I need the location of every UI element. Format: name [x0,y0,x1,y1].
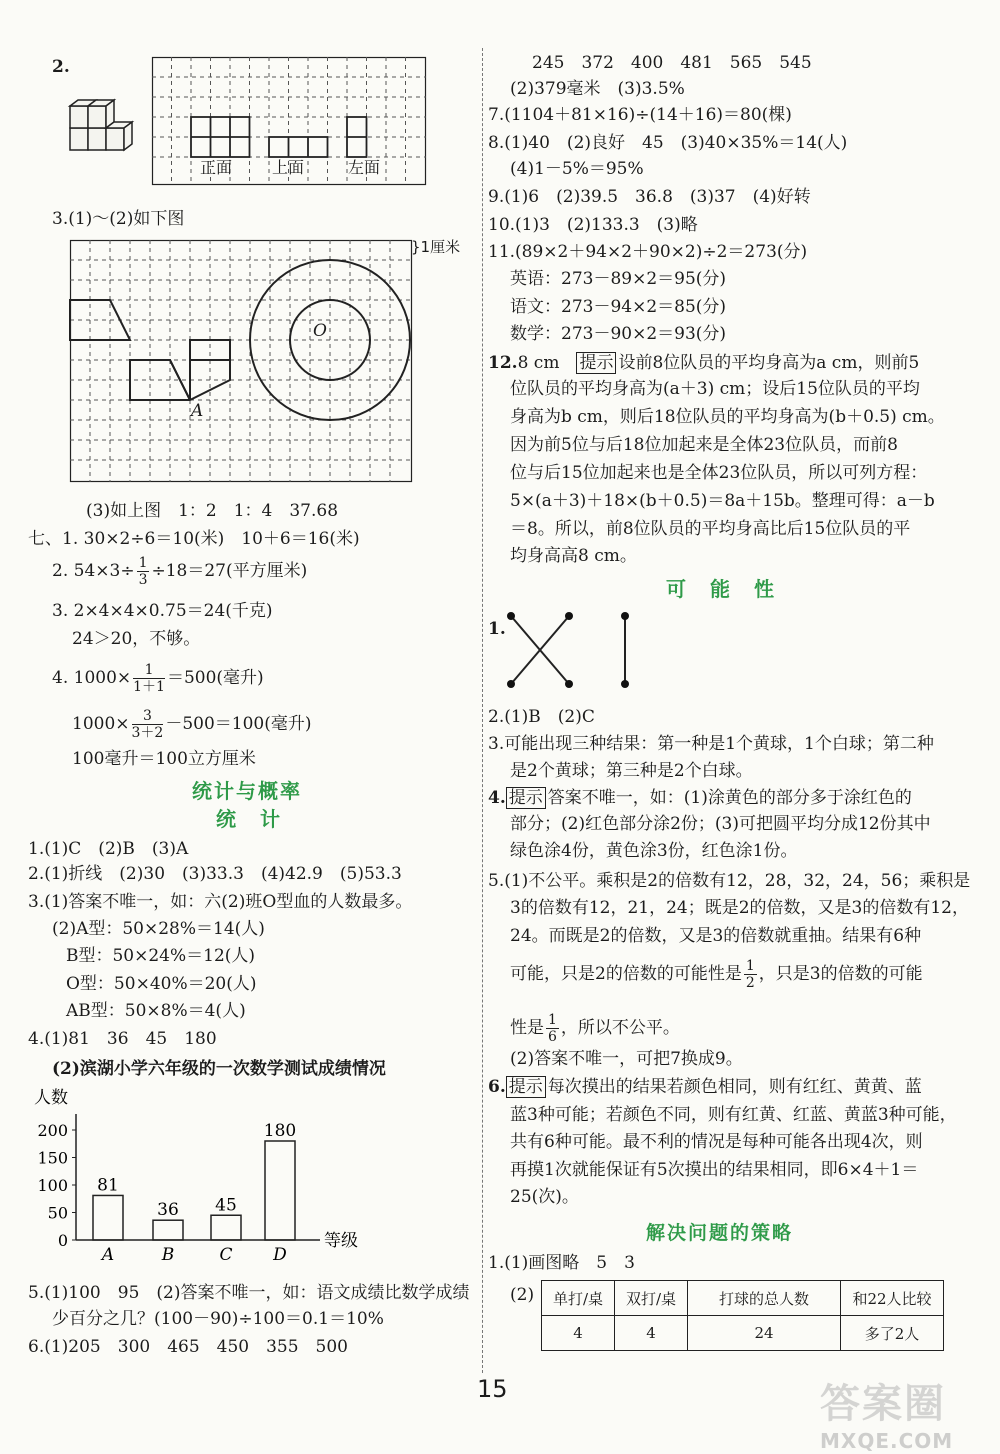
x-tick-label: A [101,1245,115,1265]
p-q6e: 25(次)。 [510,1187,579,1207]
y-tick-label: 200 [37,1121,68,1140]
watermark-url: MXQE.COM [820,1429,954,1453]
x-tick-label: D [273,1245,287,1265]
subsection-title-stats: 统 计 [216,807,282,831]
r-q12c: 位队员的平均身高为(a＋3) cm；设后15位队员的平均 [510,379,920,399]
stats-q1: 1.(1)C (2)B (3)A [28,839,189,859]
section-title-stats-prob: 统计与概率 [192,779,302,803]
p-q1-number: 1. [488,619,506,639]
cube-stack-figure [68,98,140,154]
table-cell: 多了2人 [841,1316,944,1351]
matching-lines-figure [505,610,635,690]
s7-q4: 4. 1000× $\frac{1}{1+1}$ ＝500(毫升) [52,662,264,695]
table-cell: 24 [688,1316,841,1351]
view-label-top: 上面 [272,158,305,177]
s7-q3: 3. 2×4×4×0.75＝24(千克) [52,601,273,621]
r-q12: 12.8 cm 提示 设前8位队员的平均身高为a cm，则前5 [488,353,920,373]
watermark-text: 答案圈 [820,1381,946,1427]
stats-q3: 3.(1)答案不唯一，如：六(2)班O型血的人数最多。 [28,892,413,912]
s-q1b: (2) [510,1285,535,1305]
view-label-front: 正面 [200,158,233,177]
bar-value-label: 81 [97,1175,119,1196]
column-divider [482,48,484,1373]
strategy-table [541,1280,944,1351]
y-tick-label: 50 [47,1203,68,1223]
p-q6: 6. 提示 每次摸出的结果若颜色相同，则有红红、黄黄、蓝 [488,1077,922,1097]
y-tick-label: 100 [37,1176,68,1195]
r-q12f: 位与后15位加起来也是全体23位队员，所以可列方程： [510,463,928,483]
r-q8: 8.(1)40 (2)良好 45 (3)40×35%＝14(人) [488,133,848,153]
r-q11: 11.(89×2＋94×2＋90×2)÷2＝273(分) [488,242,808,262]
s-q1: 1.(1)画图略 5 3 [488,1253,635,1273]
p-q5b: 3的倍数有12，21，24；既是2的倍数，又是3的倍数有12， [510,898,969,918]
p-q4b: 部分；(2)红色部分涂2份；(3)可把圆平均分成12份其中 [510,814,931,834]
y-tick-label: 0 [57,1231,68,1250]
p-q5c: 24。而既是2的倍数，又是3的倍数就重抽。结果有6种 [510,926,922,946]
section-title-strategy: 解决问题的策略 [646,1222,794,1244]
table-header: 单打/桌 [542,1281,615,1316]
p-q4: 4. 提示 答案不唯一，如：(1)涂黄色的部分多于涂红色的 [488,788,912,808]
table-header: 打球的总人数 [688,1281,841,1316]
page-number: 15 [477,1375,508,1403]
r-q12e: 因为前5位与后18位加起来是全体23位队员，而前8 [510,435,898,455]
bar [265,1141,295,1240]
stats-q6: 6.(1)205 300 465 450 355 500 [28,1337,348,1357]
s7-q2: 2. 54×3÷ $\frac{1}{3}$ ÷18＝27(平方厘米) [52,555,308,588]
bar [93,1195,123,1240]
stats-q3d: AB型：50×8%＝4(人) [66,1001,246,1021]
p-q6d: 再摸1次就能保证有5次摸出的结果相同，即6×4＋1＝ [510,1160,919,1180]
stats-q5b: 少百分之几？(100－90)÷100＝0.1＝10% [52,1309,384,1329]
p-q2: 2.(1)B (2)C [488,707,595,727]
p-q6b: 蓝3种可能；若颜色不同，则有红黄、红蓝、黄蓝3种可能， [510,1105,957,1125]
view-label-left: 左面 [348,158,381,177]
section-title-probability: 可 能 性 [666,577,776,601]
s7-q4c: 1000× $\frac{3}{3+2}$ －500＝100(毫升) [72,708,312,741]
r-q11b: 语文：273－94×2＝85(分) [510,297,727,317]
p-q5e: 性是 $\frac{1}{6}$ ，所以不公平。 [510,1012,680,1045]
p-q5: 5.(1)不公平。乘积是2的倍数有12，28，32，24，56；乘积是 [488,871,971,891]
r-q11a: 英语：273－89×2＝95(分) [510,269,727,289]
stats-q3c: O型：50×40%＝20(人) [66,974,257,994]
r-q12d: 身高为b cm，则后18位队员的平均身高为(b＋0.5) cm。 [510,407,945,427]
stats-q5: 5.(1)100 95 (2)答案不唯一，如：语文成绩比数学成绩 [28,1283,470,1303]
bar-value-label: 45 [215,1195,237,1216]
r-q10: 10.(1)3 (2)133.3 (3)略 [488,215,698,235]
q3-heading: 3.(1)～(2)如下图 [52,209,185,229]
p-q6c: 共有6种可能。最不利的情况是每种可能各出现4次，则 [510,1132,923,1152]
stats-q3a: (2)A型：50×28%＝14(人) [52,919,265,939]
circle-center-label: O [313,321,327,341]
p-q5f: (2)答案不唯一，可把7换成9。 [510,1049,743,1069]
p-q3b: 是2个黄球；第三种是2个白球。 [510,761,753,781]
stats-q4: 4.(1)81 36 45 180 [28,1029,217,1049]
bar [211,1215,241,1240]
table-cell: 4 [542,1316,615,1351]
p-q3: 3.可能出现三种结果：第一种是1个黄球，1个白球；第二种 [488,734,934,754]
x-tick-label: B [161,1245,175,1265]
table-header-row [542,1281,944,1316]
r-line0: 245 372 400 481 565 545 [532,53,812,73]
r-q8b: (4)1－5%＝95% [510,159,644,179]
r-q12h: ＝8。所以，前8位队员的平均身高比后15位队员的平 [510,519,911,539]
q2-number: 2. [52,57,70,77]
table-header: 双打/桌 [615,1281,688,1316]
circle-grid [70,240,412,482]
r-q11c: 数学：273－90×2＝93(分) [510,324,727,344]
chart-title: (2)滨湖小学六年级的一次数学测试成绩情况 [52,1059,386,1079]
p-q5d: 可能，只是2的倍数的可能性是 $\frac{1}{2}$ ，只是3的倍数的可能 [510,958,923,991]
bar-value-label: 180 [263,1121,297,1141]
table-header: 和22人比较 [841,1281,944,1316]
x-tick-label: C [219,1245,233,1265]
scale-label: }1厘米 [411,238,461,256]
s7-q1: 七、1. 30×2÷6＝10(米) 10＋6＝16(米) [28,529,360,549]
r-line0b: (2)379毫米 (3)3.5% [510,79,685,99]
q3-answer: (3)如上图 1：2 1：4 37.68 [86,501,339,521]
bar-chart [20,1085,380,1265]
s7-q3b: 24＞20，不够。 [72,629,201,649]
bar [153,1220,183,1240]
r-q7: 7.(1104＋81×16)÷(14＋16)＝80(棵) [488,105,792,125]
hint-box: 提示 [576,352,616,374]
watermark [820,1372,990,1453]
x-axis-label: 等级 [324,1231,358,1251]
y-axis-label: 人数 [34,1088,68,1108]
stats-q3b: B型：50×24%＝12(人) [66,946,256,966]
bar-value-label: 36 [157,1200,179,1221]
y-tick-label: 150 [37,1148,68,1168]
s7-q4d: 100毫升＝100立方厘米 [72,749,256,769]
table-cell: 4 [615,1316,688,1351]
point-a-label: A [191,401,204,421]
table-row [542,1316,944,1351]
stats-q2: 2.(1)折线 (2)30 (3)33.3 (4)42.9 (5)53.3 [28,864,402,884]
p-q4c: 绿色涂4份，黄色涂3份，红色涂1份。 [510,841,798,861]
r-q12g: 5×(a＋3)＋18×(b＋0.5)＝8a＋15b。整理可得：a－b [510,491,935,511]
r-q9: 9.(1)6 (2)39.5 36.8 (3)37 (4)好转 [488,187,811,207]
r-q12i: 均身高高8 cm。 [510,546,637,566]
